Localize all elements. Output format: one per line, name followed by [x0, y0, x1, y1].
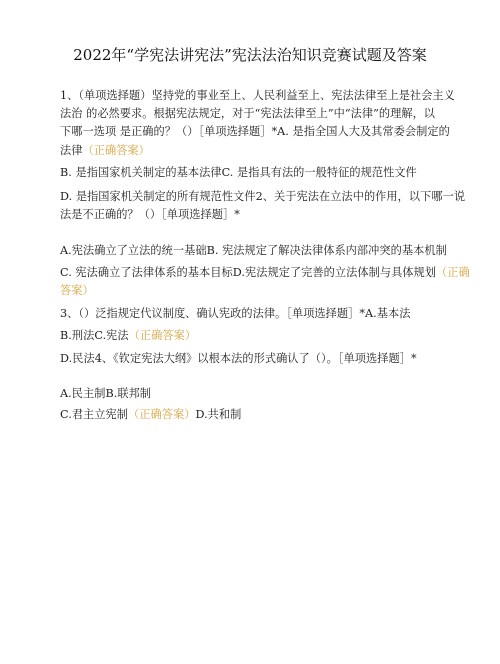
q2-question-end: 法是不正确的？（）［单项选择题］*	[60, 208, 240, 221]
q3-question: 3、（）泛指规定代议制度、确认宪政的法律。［单项选择题］*A.基本法	[60, 307, 411, 320]
q1-line-4	[60, 143, 150, 158]
q1-line-2: 法治 的必然要求。根据宪法规定，对于“宪法法律至上”中“法律”的理解，以	[60, 107, 436, 120]
q4-options-a-b: A.民主制B.联邦制	[60, 387, 152, 400]
q1-options-b-c: B. 是指国家机关制定的基本法律C. 是指具有法的一般特征的规范性文件	[60, 166, 417, 179]
correct-answer-mark: （正确答案）	[82, 144, 150, 157]
q3-options-b-c-text: B.刑法C.宪法	[60, 329, 129, 342]
correct-answer-mark: （正确答案）	[128, 329, 197, 342]
q4-option-d-text: D.共和制	[195, 408, 242, 421]
q3-options-b-c	[60, 328, 196, 343]
q2-options-c-d	[60, 265, 470, 280]
q3-option-d-q4-question: D.民法4、《钦定宪法大纲》以根本法的形式确认了（）。［单项选择题］*	[60, 352, 417, 365]
q1-option-a-tail: 法律	[60, 144, 83, 157]
q2-options-c-d-text: C. 宪法确立了法律体系的基本目标D.宪法规定了完善的立法体制与具体规划	[60, 266, 437, 279]
q1-line-1: 1、（单项选择题）坚持党的事业至上、人民利益至上、宪法法律至上是社会主义	[60, 89, 455, 102]
q4-option-c-text: C.君主立宪制	[60, 408, 129, 421]
page-title: 2022年“学宪法讲宪法”宪法法治知识竞赛试题及答案	[73, 46, 427, 64]
q1-option-d-q2-start: D. 是指国家机关制定的所有规范性文件2、关于宪法在立法中的作用，以下哪一说	[60, 190, 466, 203]
correct-answer-mark: （正确答案）	[128, 408, 196, 421]
correct-answer-mark: （正确	[436, 266, 470, 279]
q4-options-c-d	[60, 407, 241, 422]
correct-answer-mark-wrap: 答案）	[60, 284, 94, 297]
q2-options-a-b: A.宪法确立了立法的统一基础B. 宪法规定了解决法律体系内部冲突的基本机制	[60, 244, 447, 257]
q1-line-3: 下哪一选项 是正确的？（）［单项选择题］*A. 是指全国人大及其常委会制定的	[60, 125, 450, 138]
